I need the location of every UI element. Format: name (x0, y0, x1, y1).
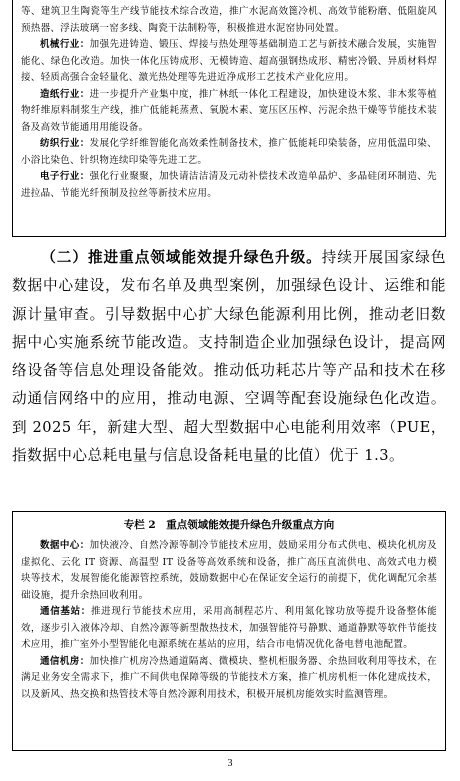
paragraph-label: 通信基站： (40, 606, 91, 617)
industry-box (12, 0, 446, 237)
paragraph-text: 强化行业聚聚，加快请洁洁清及元动补偿技术改造单晶炉、多晶硅闭环制造、先进拉晶、节能光纤预制及拉丝等新技术应用。 (21, 171, 437, 199)
section-heading: （二）推进重点领域能效提升绿色升级。 (41, 249, 322, 266)
paragraph-text: 进一步提升产业集中度，推广林纸一体化工程建设，加快建设木浆、非木浆等植物纤维原料制浆生产线，推广低能耗蒸煮、氧脱木素、宽压区压榨、污泥余热干燥等节能技术装备及高效节能通用用能设备。 (21, 88, 437, 133)
key-directions-box (12, 511, 446, 751)
paragraph-text: 推进现行节能技术应用，采用高制程芯片、利用氮化镓功放等提升设备整体能效，逐步引入液体冷却、自然冷源等新型散热技术，加强智能符号静默、通道静默等软件节能技术应用，推广室外小型智能化电源系统在基站的应用，结合市电情况优化备电替电池配置。 (21, 606, 437, 650)
paragraph-label: 造纸行业： (40, 88, 90, 100)
box-paragraph-base-station (21, 604, 437, 654)
box-paragraph-paper (21, 87, 437, 137)
box-paragraph-electronics (21, 169, 437, 202)
section-paragraph (12, 244, 446, 470)
paragraph-text: 发展化学纤维智能化高效柔性制备技术，推广低能耗印染装备，应用低温印染、小浴比染色、针织物连续印染等先进工艺。 (21, 138, 437, 166)
box-title: 专栏 2 重点领域能效提升绿色升级重点方向 (123, 519, 335, 531)
paragraph-text: 加快推广机房冷热通道隔离、微模块、整机柜服务器、余热回收利用等技术，在满足业务安全需求下，推广不间供电保障等级的节能技术方案，推广机房机柜一体化建成技术，以及新风、热交换和热管技术等自然冷源利用技术，积极开展机房能效实时监测管理。 (21, 655, 437, 700)
paragraph-text: 加快液冷、自然冷源等制冷节能技术应用，鼓励采用分布式供电、模块化机房及虚拟化、云化 IT 资源、高温型 IT 设备等高效系统和设备，推广高压直流供电、高效式电力模块等技术，发展智能化能源管控系统，鼓励数据中心在保证安全运行的前提下，优化调配冗余基础设施，提升余热回收利用。 (21, 540, 437, 601)
paragraph-label: 电子行业： (40, 171, 90, 182)
page-number: 3 (227, 758, 233, 769)
box-intro: 等、建筑卫生陶瓷等生产线节能技术综合改造，推广水泥高效篦冷机、高效节能粉磨、低阻旋风预热器、浮法玻璃一窑多线、陶瓷干法制粉等，积极推进水泥窑协同处置。 (21, 6, 437, 34)
paragraph-label: 纺织行业： (40, 138, 90, 149)
paragraph-label: 机械行业： (40, 39, 90, 50)
box-paragraph-data-center (21, 538, 437, 604)
paragraph-text: 加强先进铸造、锻压、焊接与热处理等基础制造工艺与新技术融合发展，实施智能化、绿色化改造。加快一体化压铸成形、无模铸造、超高强钢热成形、精密冷锻、异质材料焊接、轻质高强合金轻量化、激光热处理等先进近净成形工艺技术产业化应用。 (21, 39, 437, 83)
paragraph-label: 通信机房： (40, 655, 90, 667)
section-text: 持续开展国家绿色数据中心建设，发布名单及典型案例，加强绿色设计、运维和能源计量审查。引导数据中心扩大绿色能源利用比例，推动老旧数据中心实施系统节能改造。支持制造企业加强绿色设计，提高网络设备等信息处理设备能效。推动低功耗芯片等产品和技术在移动通信网络中的应用，推动电源、空调等配套设施绿色化改造。到 2025 年，新建大型、超大型数据中心电能利用效率（PUE，指数据中心总耗电量与信息设备耗电量的比值）优于 1.3。 (12, 249, 446, 465)
box-paragraph-textile (21, 136, 437, 169)
box-paragraph-machine-room (21, 654, 437, 704)
paragraph-label: 数据中心： (40, 540, 90, 551)
box-paragraph-machinery (21, 37, 437, 87)
